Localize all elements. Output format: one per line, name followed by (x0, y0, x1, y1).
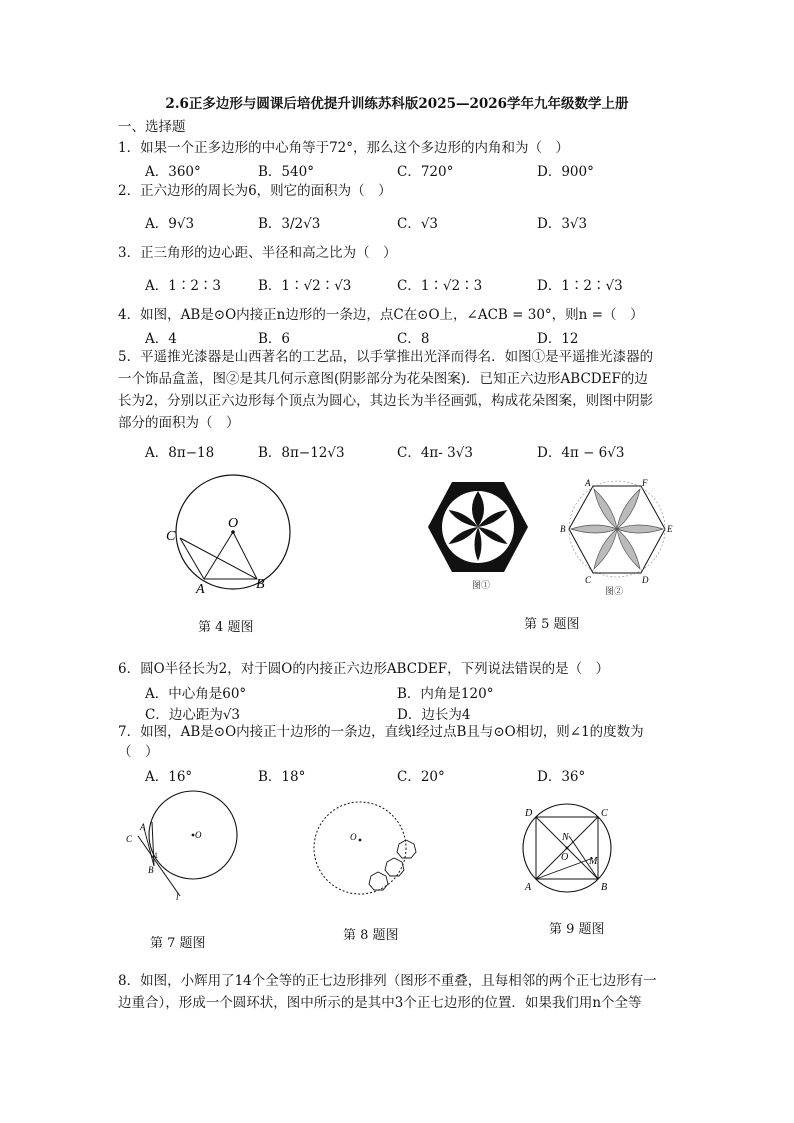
question-5-line-3: 长为2，分别以正六边形每个顶点为圆心，其边长为半径画弧，构成花朵图案，则图中阴影 (118, 393, 654, 409)
figure-4-caption: 第 4 题图 (198, 620, 254, 635)
fig7-label-b: B (148, 865, 154, 875)
question-8-line-1: 8．如图，小辉用了14个全等的正七边形排列（图形不重叠，且每相邻的两个正七边形有一 (118, 973, 657, 989)
fig7-label-o: O (195, 830, 202, 840)
question-6-stem: 6．圆O半径长为2，对于圆O的内接正六边形ABCDEF，下列说法错误的是（ ） (118, 661, 610, 677)
fig5-label-b: B (560, 524, 566, 534)
figure-8-caption: 第 8 题图 (343, 928, 399, 943)
question-4-stem: 4．如图，AB是⊙O内接正n边形的一条边，点C在⊙O上，∠ACB = 30°，则n =（ ） (118, 307, 644, 323)
q6-option-d: D．边长为4 (397, 707, 471, 723)
fig5-sub-1: 图① (472, 580, 491, 590)
q1-option-a: A．360° (145, 164, 201, 180)
q7-option-b: B．18° (258, 769, 306, 785)
fig4-label-o: O (228, 516, 239, 531)
q1-option-b: B．540° (258, 164, 314, 180)
question-5-line-1: 5．平遥推光漆器是山西著名的工艺品，以手掌推出光泽而得名．如图①是平遥推光漆器的 (118, 349, 654, 365)
q3-option-a: A．1∶2∶3 (145, 278, 222, 294)
q2-option-d: D．3√3 (537, 216, 588, 232)
q3-option-d: D．1∶2∶√3 (537, 278, 623, 294)
figure-8-diagram (310, 796, 430, 906)
question-7-line-2: （ ） (118, 744, 159, 760)
q6-option-b: B．内角是120° (397, 686, 494, 702)
fig5-label-e: E (667, 524, 673, 534)
q4-option-d: D．12 (537, 331, 579, 347)
fig8-label-o: O (350, 832, 357, 842)
fig5-label-f: F (642, 478, 648, 488)
figure-5-caption: 第 5 题图 (524, 617, 580, 632)
fig4-label-a: A (196, 582, 205, 597)
fig7-label-a: A (140, 822, 146, 832)
page-title: 2.6正多边形与圆课后培优提升训练苏科版2025—2026学年九年级数学上册 (165, 96, 629, 112)
figure-9-diagram (515, 802, 625, 902)
fig9-label-b: B (601, 882, 608, 893)
q4-option-c: C．8 (397, 331, 430, 347)
q7-option-a: A．16° (145, 769, 193, 785)
question-8-line-2: 边重合），形成一个圆环状，图中所示的是其中3个正七边形的位置．如果我们用n个全等 (118, 995, 642, 1011)
fig4-label-b: B (256, 577, 265, 592)
fig5-label-d: D (642, 575, 649, 585)
fig7-label-1: 1 (154, 851, 158, 860)
q3-option-b: B．1∶√2∶√3 (258, 278, 352, 294)
q2-option-c: C．√3 (397, 216, 439, 232)
q5-option-d: D．4π − 6√3 (537, 445, 625, 461)
fig9-label-o: O (561, 852, 569, 863)
question-3-stem: 3．正三角形的边心距、半径和高之比为（ ） (118, 245, 397, 261)
question-1-stem: 1．如果一个正多边形的中心角等于72°，那么这个多边形的内角和为（ ） (118, 140, 570, 156)
q7-option-c: C．20° (397, 769, 445, 785)
q2-option-a: A．9√3 (145, 216, 195, 232)
q5-option-a: A．8π−18 (145, 445, 215, 461)
fig7-label-c: C (126, 834, 133, 844)
fig9-label-n: N (562, 832, 569, 843)
fig5-label-a: A (585, 478, 591, 488)
q5-option-b: B．8π−12√3 (258, 445, 345, 461)
q2-option-b: B．3/2√3 (258, 216, 321, 232)
fig7-label-l: l (176, 892, 179, 902)
figure-4-diagram (160, 470, 320, 600)
fig5-label-c: C (585, 575, 592, 585)
fig9-label-c: C (601, 808, 608, 819)
fig9-label-d: D (525, 808, 533, 819)
question-5-line-4: 部分的面积为（ ） (118, 415, 240, 431)
q6-option-c: C．边心距为√3 (145, 707, 241, 723)
figure-5-sketch (560, 478, 690, 598)
figure-5-lid (428, 482, 528, 590)
question-5-line-2: 一个饰品盒盖，图②是其几何示意图(阴影部分为花朵图案)．已知正六边形ABCDEF的边 (118, 371, 648, 387)
fig9-label-m: M (589, 856, 598, 867)
figure-9-caption: 第 9 题图 (549, 922, 605, 937)
q4-option-a: A．4 (145, 331, 177, 347)
q4-option-b: B．6 (258, 331, 291, 347)
section-heading: 一、选择题 (118, 119, 186, 135)
q1-option-c: C．720° (397, 164, 454, 180)
question-7-line-1: 7．如图，AB是⊙O内接正十边形的一条边，直线l经过点B且与⊙O相切，则∠1的度数为 (118, 724, 644, 740)
figure-7-diagram (118, 790, 248, 902)
fig4-label-c: C (166, 529, 176, 544)
q7-option-d: D．36° (537, 769, 586, 785)
fig9-label-a: A (525, 882, 532, 893)
q3-option-c: C．1∶√2∶3 (397, 278, 483, 294)
figure-7-caption: 第 7 题图 (150, 936, 206, 951)
fig5-sub-2: 图② (605, 586, 624, 596)
q5-option-c: C．4π- 3√3 (397, 445, 473, 461)
q6-option-a: A．中心角是60° (145, 686, 247, 702)
question-2-stem: 2．正六边形的周长为6，则它的面积为（ ） (118, 183, 392, 199)
q1-option-d: D．900° (537, 164, 594, 180)
